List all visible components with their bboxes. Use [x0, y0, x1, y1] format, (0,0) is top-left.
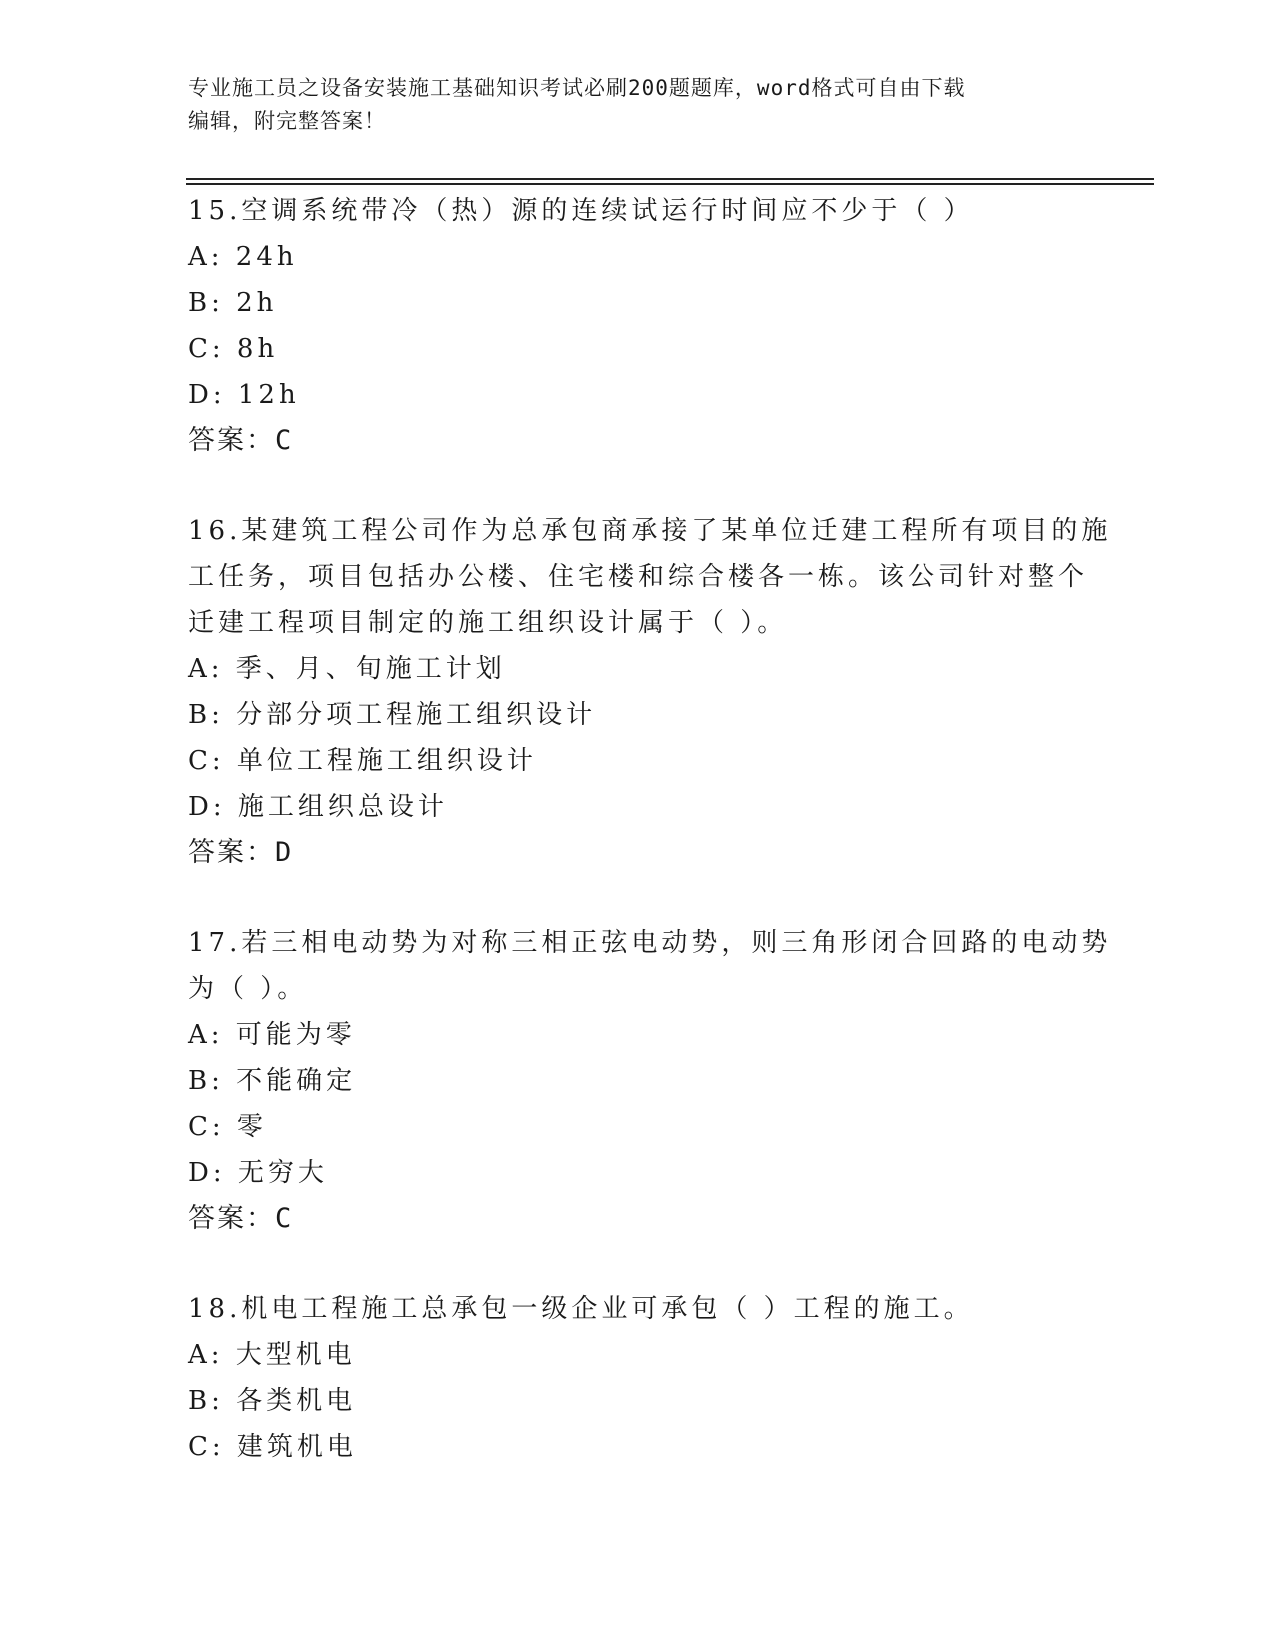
question-text: 为（ ）。 [188, 974, 308, 1004]
header-line-1: 专业施工员之设备安装施工基础知识考试必刷200题题库，word格式可自由下载 [188, 76, 966, 100]
option-b: B: 分部分项工程施工组织设计 [188, 700, 597, 730]
document-header [188, 72, 1068, 138]
question-text: 18.机电工程施工总承包一级企业可承包（ ）工程的施工。 [188, 1294, 974, 1324]
option-a: A: 大型机电 [188, 1340, 356, 1370]
question-list [188, 188, 1112, 1470]
question-text: 迁建工程项目制定的施工组织设计属于（ ）。 [188, 608, 788, 638]
question-text: 工任务，项目包括办公楼、住宅楼和综合楼各一栋。该公司针对整个 [188, 562, 1089, 592]
option-c: C: 8h [188, 334, 279, 364]
answer: 答案：C [188, 1203, 294, 1234]
header-divider-top [186, 178, 1154, 180]
option-a: A: 季、月、旬施工计划 [188, 654, 506, 684]
option-c: C: 零 [188, 1112, 267, 1142]
option-d: D: 施工组织总设计 [188, 792, 448, 822]
header-divider-bottom [186, 183, 1154, 185]
option-c: C: 单位工程施工组织设计 [188, 746, 537, 776]
question-17 [188, 920, 1112, 1242]
option-b: B: 各类机电 [188, 1386, 357, 1416]
header-line-2: 编辑，附完整答案！ [188, 109, 386, 133]
option-a: A: 24h [188, 242, 298, 272]
question-16 [188, 508, 1112, 876]
question-text: 16.某建筑工程公司作为总承包商承接了某单位迁建工程所有项目的施 [188, 516, 1112, 546]
option-a: A: 可能为零 [188, 1020, 356, 1050]
option-d: D: 12h [188, 380, 300, 410]
question-18 [188, 1286, 1088, 1470]
question-text: 17.若三相电动势为对称三相正弦电动势，则三角形闭合回路的电动势 [188, 928, 1112, 958]
option-b: B: 不能确定 [188, 1066, 357, 1096]
option-d: D: 无穷大 [188, 1158, 328, 1188]
option-b: B: 2h [188, 288, 278, 318]
question-15 [188, 188, 1088, 464]
answer: 答案：D [188, 837, 294, 868]
option-c: C: 建筑机电 [188, 1432, 357, 1462]
question-text: 15.空调系统带冷（热）源的连续试运行时间应不少于（ ） [188, 196, 974, 226]
answer: 答案：C [188, 425, 294, 456]
